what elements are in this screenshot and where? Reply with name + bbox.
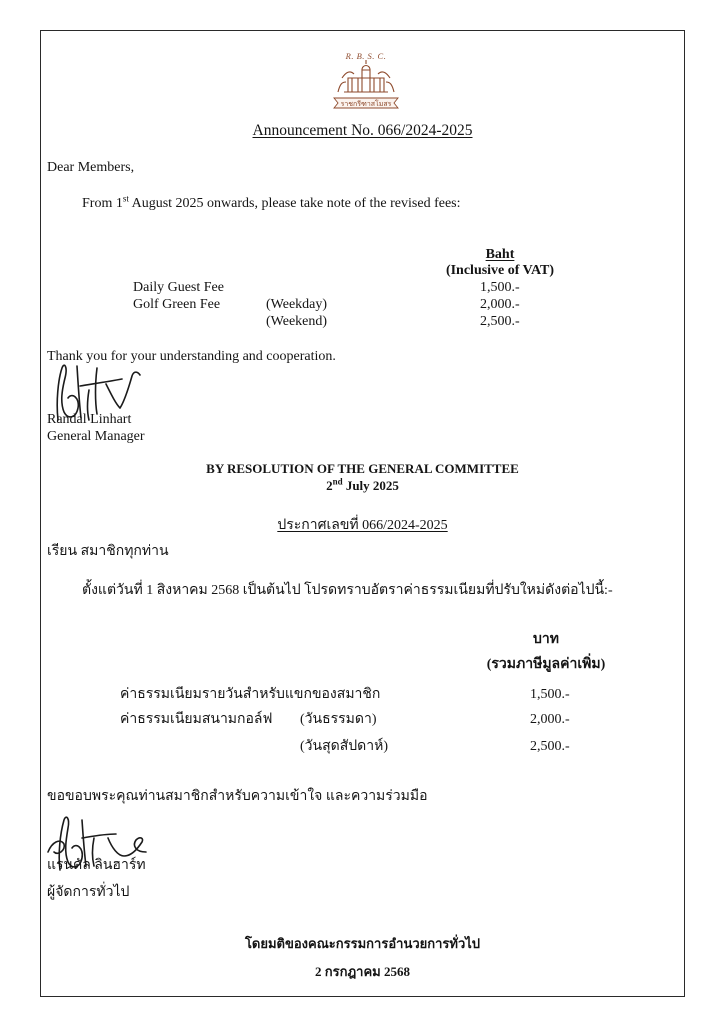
thai-intro-paragraph: ตั้งแต่วันที่ 1 สิงหาคม 2568 เป็นต้นไป โปรดทราบอัตราค่าธรรมเนียมที่ปรับใหม่ดังต่อไปนี้:- xyxy=(82,583,613,598)
thai-salutation: เรียน สมาชิกทุกท่าน xyxy=(47,544,169,559)
thai-closing-line: ขอขอบพระคุณท่านสมาชิกสำหรับความเข้าใจ และความร่วมมือ xyxy=(47,789,428,804)
fee-label: Golf Green Fee xyxy=(133,297,221,312)
signatory-title: General Manager xyxy=(47,429,145,444)
thai-page-title: ประกาศเลขที่ 066/2024-2025 xyxy=(277,518,448,533)
fee-column-currency: Baht xyxy=(485,247,515,262)
thai-fee-amount: 1,500.- xyxy=(530,687,570,702)
thai-fee-column-currency: บาท xyxy=(533,632,559,647)
thai-fee-amount: 2,500.- xyxy=(530,739,570,754)
club-logo-emblem xyxy=(328,48,404,114)
thai-signatory-title: ผู้จัดการทั่วไป xyxy=(47,885,130,900)
date-rest: July 2025 xyxy=(342,478,399,493)
intro-paragraph xyxy=(82,193,461,212)
thai-signatory-name: แรนดัล ลินฮาร์ท xyxy=(47,858,146,873)
thai-fee-period: (วันธรรมดา) xyxy=(300,712,377,727)
closing-line: Thank you for your understanding and cooperation. xyxy=(47,349,336,364)
intro-rest: August 2025 onwards, please take note of the revised fees: xyxy=(128,196,461,211)
thai-resolution-heading: โดยมติของคณะกรรมการอำนวยการทั่วไป xyxy=(244,936,481,951)
thai-fee-period: (วันสุดสัปดาห์) xyxy=(300,739,389,754)
fee-period: (Weekday) xyxy=(266,297,328,312)
salutation: Dear Members, xyxy=(47,160,135,175)
logo-thai-name: ราชกรีฑาสโมสร xyxy=(340,100,392,108)
logo-initials: R. B. S. C. xyxy=(345,51,387,61)
thai-fee-amount: 2,000.- xyxy=(530,712,570,727)
fee-amount: 2,000.- xyxy=(480,297,520,312)
page-title: Announcement No. 066/2024-2025 xyxy=(252,122,473,139)
intro-lead: From 1 xyxy=(82,196,123,211)
logo-building-icon xyxy=(338,60,394,92)
fee-amount: 1,500.- xyxy=(480,280,520,295)
signatory-name: Randal Linhart xyxy=(47,412,132,427)
resolution-date xyxy=(40,478,685,494)
fee-column-note: (Inclusive of VAT) xyxy=(445,263,555,278)
thai-fee-label: ค่าธรรมเนียมสนามกอล์ฟ xyxy=(120,712,273,727)
date-ordinal: nd xyxy=(332,476,343,487)
resolution-heading: BY RESOLUTION OF THE GENERAL COMMITTEE xyxy=(206,461,519,476)
date-day: 2 xyxy=(326,478,333,493)
fee-period: (Weekend) xyxy=(266,314,328,329)
fee-amount: 2,500.- xyxy=(480,314,520,329)
intro-ordinal: st xyxy=(122,193,129,204)
fee-label: Daily Guest Fee xyxy=(133,280,224,295)
thai-resolution-date: 2 กรกฎาคม 2568 xyxy=(314,964,411,979)
thai-fee-label: ค่าธรรมเนียมรายวันสำหรับแขกของสมาชิก xyxy=(120,687,381,702)
thai-fee-column-note: (รวมภาษีมูลค่าเพิ่ม) xyxy=(486,657,606,672)
